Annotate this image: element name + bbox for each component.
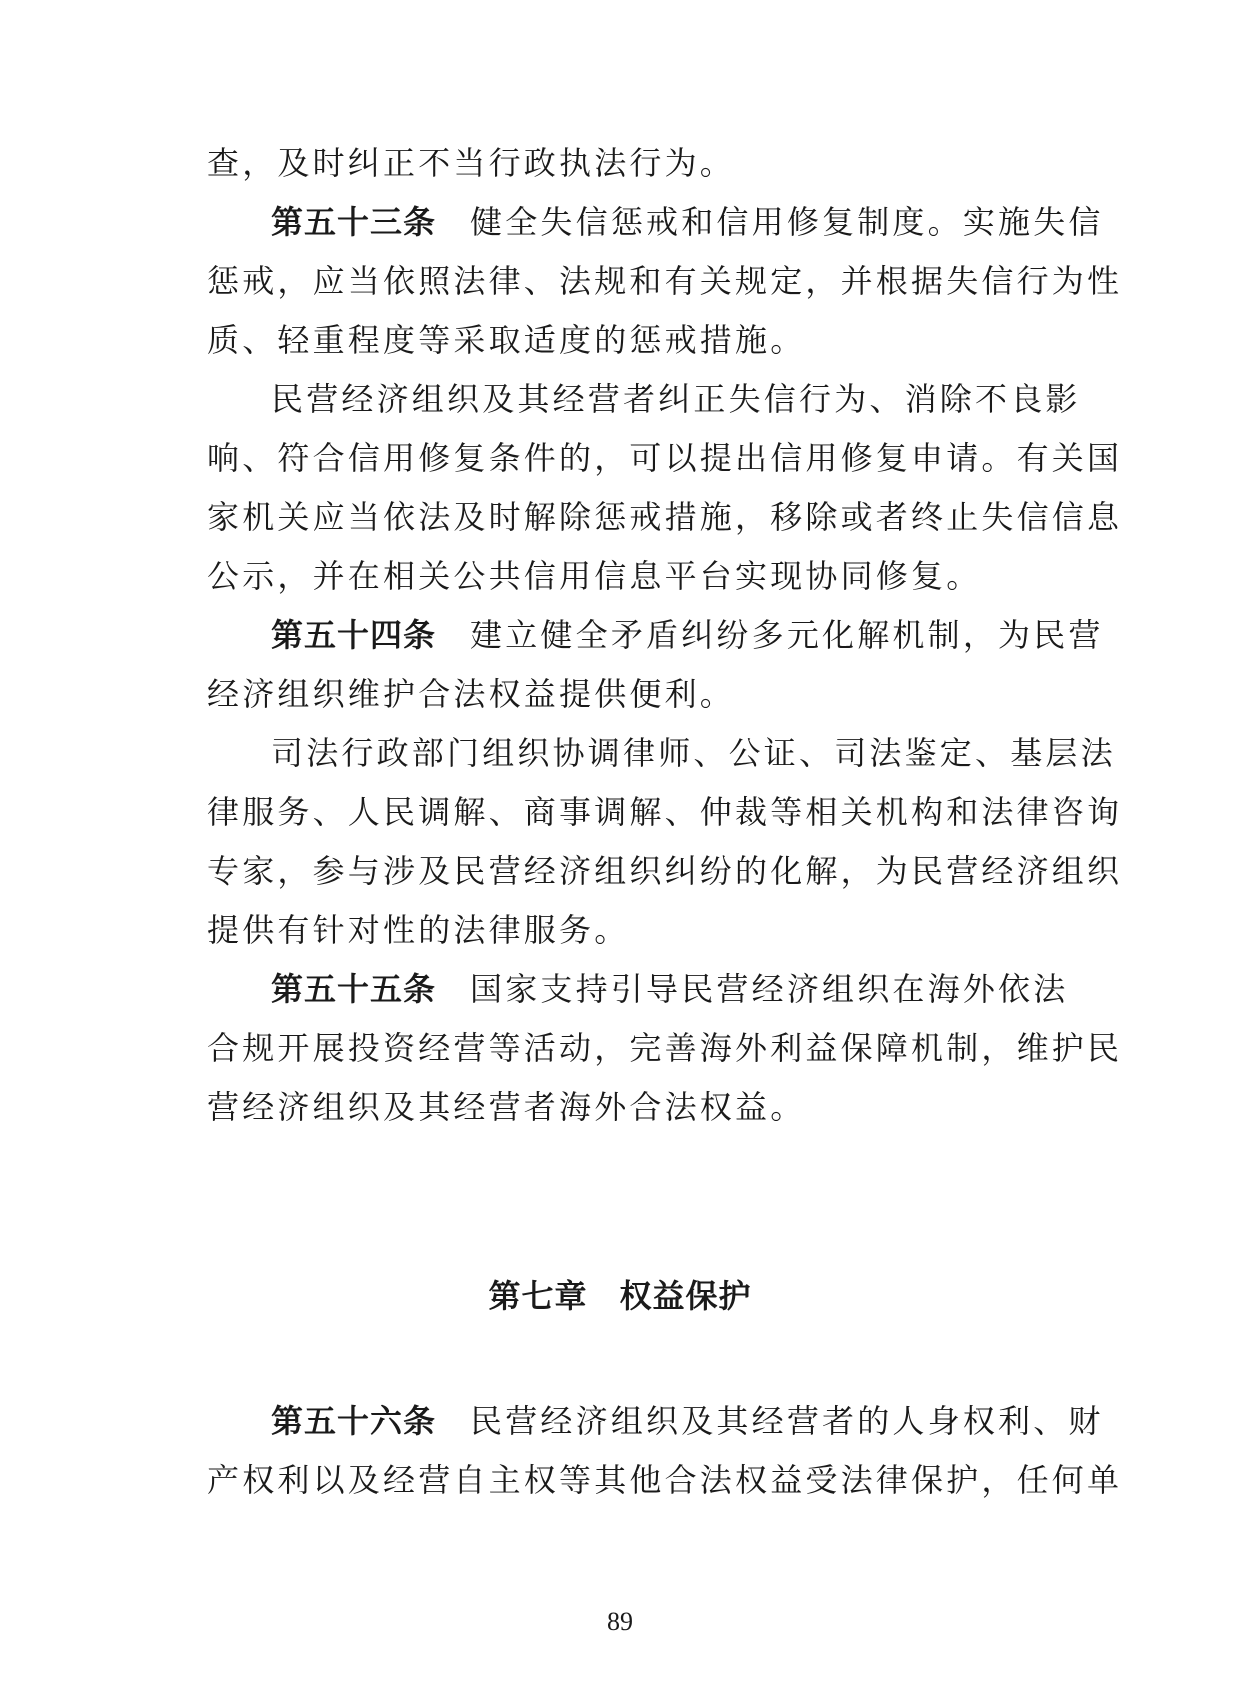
text-line <box>207 846 1123 896</box>
line-text: 民营经济组织及其经营者纠正失信行为、消除不良影 <box>271 380 1081 418</box>
line-text: 合规开展投资经营等活动，完善海外利益保障机制，维护民 <box>207 1029 1123 1067</box>
chapter-number: 第七章 <box>488 1277 588 1315</box>
text-line <box>207 1082 1037 1132</box>
line-text: 经济组织维护合法权益提供便利。 <box>207 675 736 713</box>
article-56-heading-line <box>271 1396 1104 1446</box>
chapter-title: 权益保护 <box>619 1277 752 1315</box>
paragraph-start-line <box>271 728 1116 778</box>
line-text: 健全失信惩戒和信用修复制度。实施失信 <box>470 203 1104 241</box>
text-line <box>207 1455 1123 1505</box>
line-text: 产权利以及经营自主权等其他合法权益受法律保护，任何单 <box>207 1461 1123 1499</box>
text-line <box>207 256 1123 306</box>
line-text: 营经济组织及其经营者海外合法权益。 <box>207 1088 806 1126</box>
text-line <box>207 315 1037 365</box>
article-55-heading-line <box>271 964 1069 1014</box>
article-53-heading-line <box>271 197 1104 247</box>
text-line <box>207 551 1037 601</box>
line-text: 建立健全矛盾纠纷多元化解机制，为民营 <box>470 616 1104 654</box>
paragraph-start-line <box>271 374 1081 424</box>
line-text: 民营经济组织及其经营者的人身权利、财 <box>470 1402 1104 1440</box>
text-line <box>207 1023 1123 1073</box>
line-text: 惩戒，应当依照法律、法规和有关规定，并根据失信行为性 <box>207 262 1123 300</box>
line-text: 专家，参与涉及民营经济组织纠纷的化解，为民营经济组织 <box>207 852 1123 890</box>
text-line <box>207 138 1037 188</box>
article-53-label: 第五十三条 <box>271 203 437 241</box>
article-54-label: 第五十四条 <box>271 616 437 654</box>
article-55-label: 第五十五条 <box>271 970 437 1008</box>
article-54-heading-line <box>271 610 1104 660</box>
text-line <box>207 433 1123 483</box>
line-text: 国家支持引导民营经济组织在海外依法 <box>470 970 1069 1008</box>
line-text: 质、轻重程度等采取适度的惩戒措施。 <box>207 321 806 359</box>
article-56-label: 第五十六条 <box>271 1402 437 1440</box>
line-text: 律服务、人民调解、商事调解、仲裁等相关机构和法律咨询 <box>207 793 1123 831</box>
text-line <box>207 787 1123 837</box>
text-line <box>207 669 1037 719</box>
line-text: 公示，并在相关公共信用信息平台实现协同修复。 <box>207 557 982 595</box>
line-text: 司法行政部门组织协调律师、公证、司法鉴定、基层法 <box>271 734 1116 772</box>
chapter-heading <box>0 1271 1240 1321</box>
text-line <box>207 492 1123 542</box>
line-text: 提供有针对性的法律服务。 <box>207 911 630 949</box>
line-text: 响、符合信用修复条件的，可以提出信用修复申请。有关国 <box>207 439 1123 477</box>
page-number: 89 <box>607 1607 633 1636</box>
line-text: 查，及时纠正不当行政执法行为。 <box>207 144 736 182</box>
line-text: 家机关应当依法及时解除惩戒措施，移除或者终止失信信息 <box>207 498 1123 536</box>
text-line <box>207 905 1037 955</box>
